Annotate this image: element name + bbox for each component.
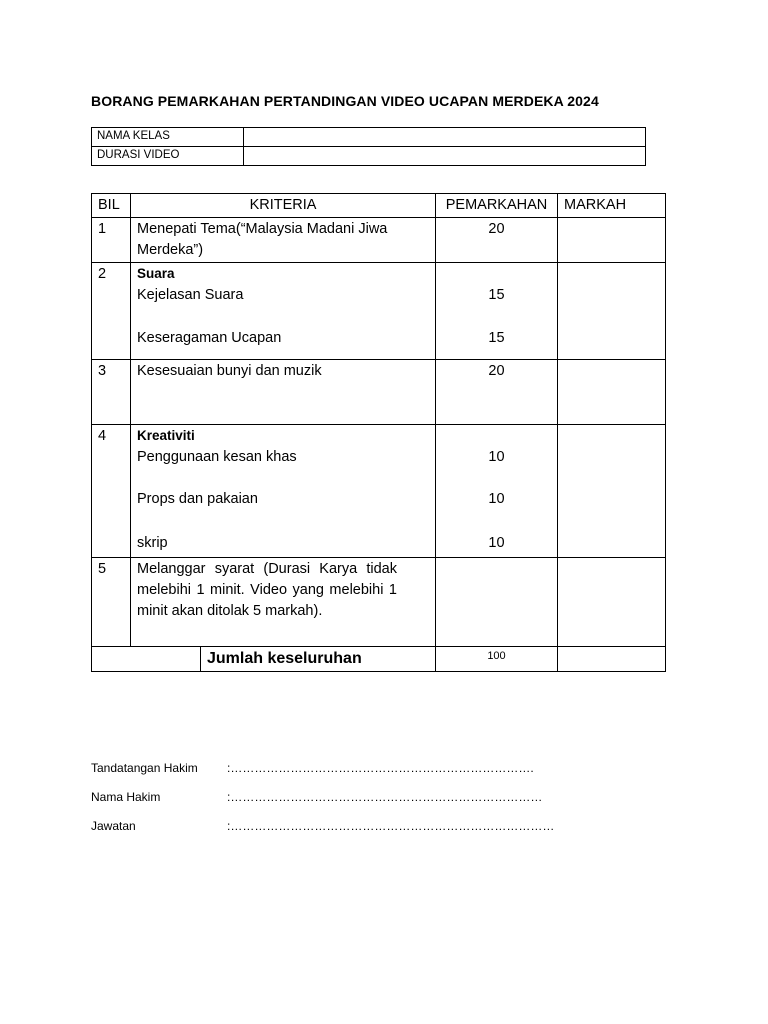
criteria-heading: Suara: [137, 266, 175, 281]
info-table: [91, 127, 646, 166]
criteria-item: Kejelasan Suara: [137, 287, 244, 303]
criteria-score: 10: [488, 449, 505, 465]
criteria-item: skrip: [137, 535, 168, 551]
markah-input[interactable]: [558, 558, 666, 647]
criteria-text: Menepati Tema(“Malaysia Madani Jiwa Merdeka”): [131, 218, 436, 263]
row-number: 4: [92, 425, 131, 558]
total-markah-input[interactable]: [558, 647, 666, 672]
criteria-text: Kesesuaian bunyi dan muzik: [131, 360, 436, 425]
info-row-durasi-video: [92, 147, 646, 166]
table-row: [92, 425, 666, 558]
total-score: 100: [436, 647, 558, 672]
durasi-video-field[interactable]: [244, 147, 646, 166]
page-title: BORANG PEMARKAHAN PERTANDINGAN VIDEO UCAPAN MERDEKA 2024: [91, 93, 599, 109]
signature-field[interactable]: :………………………………………………………………………: [227, 819, 555, 833]
criteria-score: 15: [488, 330, 505, 346]
criteria-score: 10: [488, 535, 505, 551]
row-number: 5: [92, 558, 131, 647]
header-pemarkahan: PEMARKAHAN: [436, 194, 558, 218]
markah-input[interactable]: [558, 360, 666, 425]
signature-line-jawatan: [91, 819, 554, 833]
signature-label: Nama Hakim: [91, 790, 161, 804]
info-label: NAMA KELAS: [92, 128, 244, 147]
signature-field[interactable]: :……………………………………………………………………: [227, 790, 543, 804]
nama-kelas-field[interactable]: [244, 128, 646, 147]
table-row: [92, 263, 666, 360]
table-row: [92, 218, 666, 263]
signature-label: Jawatan: [91, 819, 136, 833]
header-markah: MARKAH: [558, 194, 666, 218]
table-header-row: [92, 194, 666, 218]
spacer: [442, 264, 551, 283]
info-row-nama-kelas: [92, 128, 646, 147]
signature-label: Tandatangan Hakim: [91, 761, 198, 775]
row-number: 2: [92, 263, 131, 360]
info-label: DURASI VIDEO: [92, 147, 244, 166]
total-row: [92, 647, 666, 672]
markah-input[interactable]: [558, 425, 666, 558]
markah-input[interactable]: [558, 218, 666, 263]
row-number: 3: [92, 360, 131, 425]
markah-input[interactable]: [558, 263, 666, 360]
criteria-item: Props dan pakaian: [137, 491, 258, 507]
signature-line-tandatangan: [91, 761, 534, 775]
criteria-heading: Kreativiti: [137, 428, 195, 443]
criteria-score: 10: [488, 491, 505, 507]
criteria-group: [131, 425, 436, 558]
criteria-item: Keseragaman Ucapan: [137, 330, 282, 346]
criteria-score: [436, 558, 558, 647]
criteria-score: 20: [436, 360, 558, 425]
total-label: Jumlah keseluruhan: [201, 647, 436, 672]
criteria-text: Melanggar syarat (Durasi Karya tidak melebihi 1 minit. Video yang melebihi 1 minit akan ditolak 5 markah).: [131, 558, 436, 647]
header-bil: BIL: [92, 194, 131, 218]
criteria-score: 15: [488, 287, 505, 303]
criteria-item: Penggunaan kesan khas: [137, 449, 297, 465]
table-row: [92, 558, 666, 647]
criteria-score: 20: [436, 218, 558, 263]
criteria-score-group: [436, 263, 558, 360]
scoring-table: [91, 193, 666, 672]
criteria-group: [131, 263, 436, 360]
spacer: [442, 426, 551, 445]
criteria-score-group: [436, 425, 558, 558]
total-blank: [92, 647, 201, 672]
signature-line-nama: [91, 790, 542, 804]
table-row: [92, 360, 666, 425]
header-kriteria: KRITERIA: [131, 194, 436, 218]
signature-field[interactable]: :………………………………………………………………….: [227, 761, 534, 775]
row-number: 1: [92, 218, 131, 263]
